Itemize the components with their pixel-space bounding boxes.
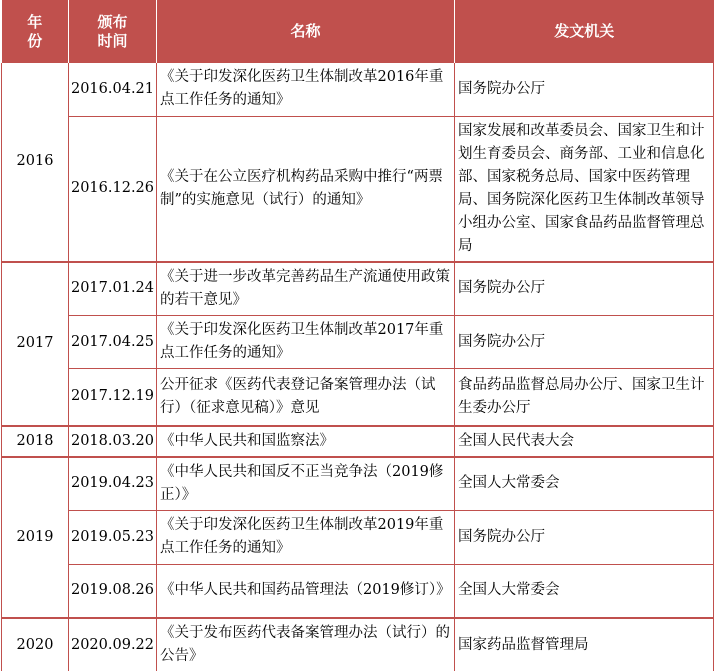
name-cell: 《关于印发深化医药卫生体制改革2017年重点工作任务的通知》 <box>157 316 455 369</box>
header-name: 名称 <box>157 0 455 63</box>
header-org: 发文机关 <box>455 0 714 63</box>
date-cell: 2020.09.22 <box>69 618 157 671</box>
name-cell: 《中华人民共和国药品管理法（2019修订）》 <box>157 564 455 618</box>
year-cell: 2020 <box>2 618 69 671</box>
date-cell: 2016.04.21 <box>69 63 157 116</box>
org-cell: 全国人大常委会 <box>455 457 714 511</box>
name-cell: 《关于进一步改革完善药品生产流通使用政策的若干意见》 <box>157 262 455 316</box>
org-cell: 全国人民代表大会 <box>455 426 714 457</box>
org-cell: 国家药品监督管理局 <box>455 618 714 671</box>
name-cell: 《关于印发深化医药卫生体制改革2016年重点工作任务的通知》 <box>157 63 455 116</box>
name-cell: 《关于在公立医疗机构药品采购中推行“两票制”的实施意见（试行）的通知》 <box>157 116 455 262</box>
date-cell: 2016.12.26 <box>69 116 157 262</box>
year-cell: 2017 <box>2 262 69 426</box>
name-cell: 《中华人民共和国反不正当竞争法（2019修正）》 <box>157 457 455 511</box>
header-year: 年 份 <box>2 0 69 63</box>
name-cell: 公开征求《医药代表登记备案管理办法（试行）（征求意见稿）》意见 <box>157 369 455 426</box>
policy-table <box>1 0 714 671</box>
year-cell: 2019 <box>2 457 69 619</box>
table-row <box>2 510 714 564</box>
table-row <box>2 618 714 671</box>
table-row <box>2 63 714 116</box>
table-row <box>2 316 714 369</box>
org-cell: 国家发展和改革委员会、国家卫生和计划生育委员会、商务部、工业和信息化部、国家税务总局、国家中医药管理局、国务院深化医药卫生体制改革领导小组办公室、国家食品药品监督管理总局 <box>455 116 714 262</box>
org-cell: 国务院办公厅 <box>455 262 714 316</box>
org-cell: 国务院办公厅 <box>455 63 714 116</box>
table-header-row <box>2 0 714 63</box>
header-date: 颁布 时间 <box>69 0 157 63</box>
org-cell: 食品药品监督总局办公厅、国家卫生计生委办公厅 <box>455 369 714 426</box>
table-row <box>2 457 714 511</box>
name-cell: 《中华人民共和国监察法》 <box>157 426 455 457</box>
date-cell: 2019.04.23 <box>69 457 157 511</box>
name-cell: 《关于印发深化医药卫生体制改革2019年重点工作任务的通知》 <box>157 510 455 564</box>
org-cell: 国务院办公厅 <box>455 316 714 369</box>
year-cell: 2016 <box>2 63 69 262</box>
date-cell: 2019.05.23 <box>69 510 157 564</box>
date-cell: 2017.04.25 <box>69 316 157 369</box>
table-row <box>2 369 714 426</box>
table-row <box>2 426 714 457</box>
name-cell: 《关于发布医药代表备案管理办法（试行）的公告》 <box>157 618 455 671</box>
date-cell: 2017.12.19 <box>69 369 157 426</box>
table-row <box>2 262 714 316</box>
table-row <box>2 564 714 618</box>
table-row <box>2 116 714 262</box>
date-cell: 2017.01.24 <box>69 262 157 316</box>
year-cell: 2018 <box>2 426 69 457</box>
date-cell: 2018.03.20 <box>69 426 157 457</box>
org-cell: 国务院办公厅 <box>455 510 714 564</box>
date-cell: 2019.08.26 <box>69 564 157 618</box>
org-cell: 全国人大常委会 <box>455 564 714 618</box>
